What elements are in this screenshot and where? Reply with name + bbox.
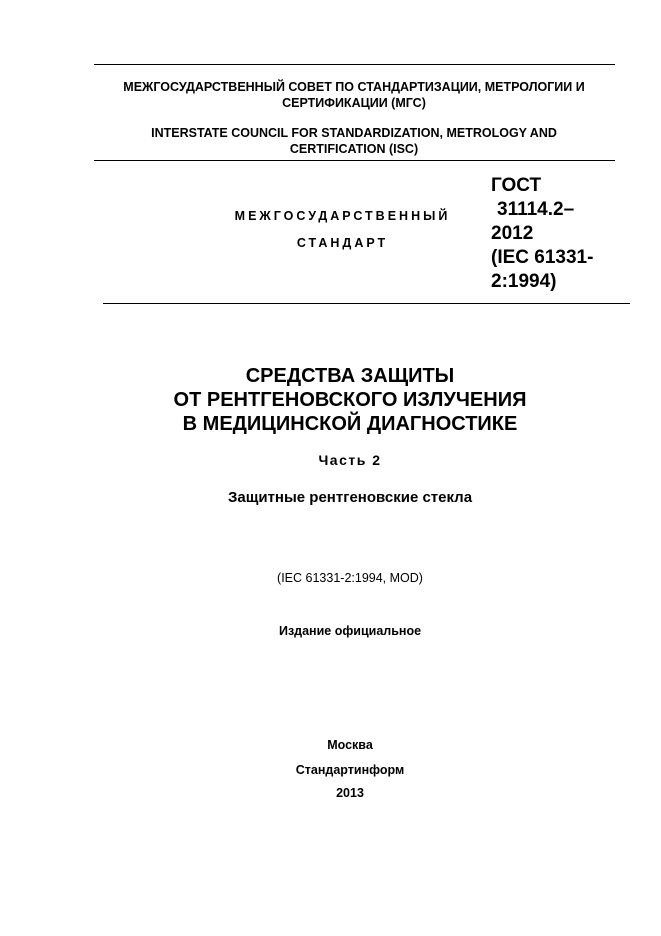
standard-label-line-1: МЕЖГОСУДАРСТВЕННЫЙ bbox=[234, 209, 451, 223]
iec-reference: (IEC 61331-2:1994, MOD) bbox=[277, 571, 423, 585]
imprint-year: 2013 bbox=[336, 786, 364, 800]
designation-line-5: 2:1994) bbox=[491, 271, 557, 292]
title-line-2: ОТ РЕНТГЕНОВСКОГО ИЗЛУЧЕНИЯ bbox=[173, 389, 527, 411]
designation-line-3: 2012 bbox=[491, 223, 534, 244]
designation-line-2: 31114.2– bbox=[497, 199, 575, 220]
top-rule bbox=[94, 64, 615, 65]
council-name-ru bbox=[94, 79, 614, 111]
standard-label-line-2: СТАНДАРТ bbox=[296, 236, 389, 250]
part-label: Часть 2 bbox=[318, 452, 382, 468]
council-en-line-1: INTERSTATE COUNCIL FOR STANDARDIZATION, METROLOGY AND bbox=[151, 126, 557, 140]
document-title bbox=[60, 364, 640, 436]
council-divider bbox=[94, 160, 615, 161]
document-subtitle: Защитные рентгеновские стекла bbox=[227, 489, 473, 506]
designation-line-4: (IEC 61331- bbox=[491, 247, 594, 268]
council-en-line-2: CERTIFICATION (ISC) bbox=[289, 142, 419, 156]
council-ru-line-2: СЕРТИФИКАЦИИ (МГС) bbox=[282, 96, 426, 110]
standard-designation bbox=[491, 174, 631, 294]
imprint-city: Москва bbox=[327, 738, 373, 752]
imprint-publisher: Стандартинформ bbox=[295, 763, 405, 777]
council-name-en bbox=[94, 125, 614, 157]
title-line-3: В МЕДИЦИНСКОЙ ДИАГНОСТИКЕ bbox=[182, 413, 518, 435]
designation-line-1: ГОСТ bbox=[491, 175, 542, 196]
header-bottom-rule bbox=[103, 303, 630, 304]
council-ru-line-1: МЕЖГОСУДАРСТВЕННЫЙ СОВЕТ ПО СТАНДАРТИЗАЦИИ, МЕТРОЛОГИИ И bbox=[123, 80, 585, 94]
edition-note: Издание официальное bbox=[278, 624, 422, 638]
title-line-1: СРЕДСТВА ЗАЩИТЫ bbox=[245, 365, 455, 387]
